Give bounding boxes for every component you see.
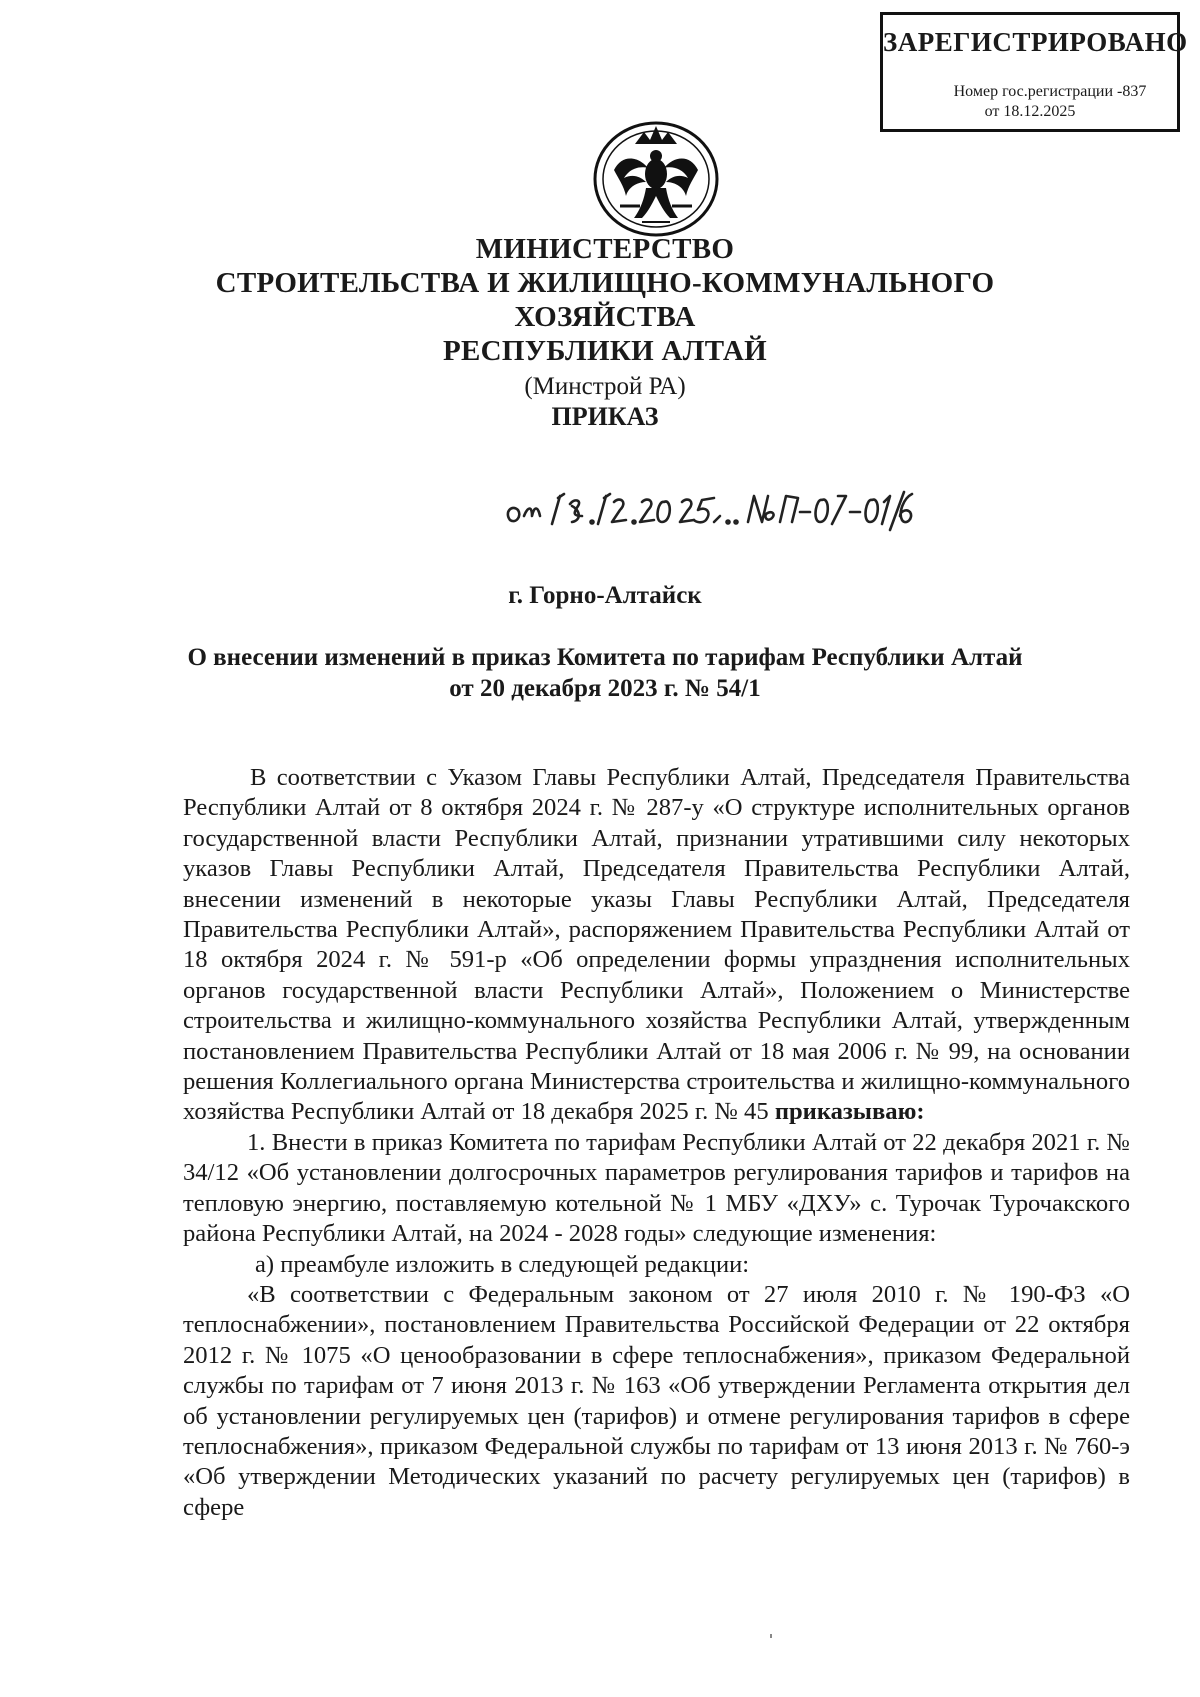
- body-paragraph-subitem-a: а) преамбуле изложить в следующей редакции:: [255, 1250, 750, 1278]
- city-line: г. Горно-Алтайск: [508, 582, 702, 609]
- scan-speck: [770, 1634, 772, 1638]
- subject-line-1: О внесении изменений в приказ Комитета по тарифам Республики Алтай: [187, 644, 1023, 671]
- header-line-1: МИНИСТЕРСТВО: [475, 233, 735, 265]
- stamp-reg-number: Номер гос.регистрации -837: [953, 83, 1147, 100]
- order-keyword: приказываю:: [774, 1098, 925, 1126]
- handwritten-date-number-signature: [500, 472, 920, 538]
- order-title: ПРИКАЗ: [551, 402, 659, 431]
- stamp-title: ЗАРЕГИСТРИРОВАНО: [883, 27, 1188, 57]
- coat-of-arms-emblem-icon: [590, 118, 722, 240]
- preamble-text: В соответствии с Указом Главы Республики Алтай, Председателя Правительства Республики Алтай от 8 октября 2024 г. № 287-у «О структуре исполнительных органов государственной власти Республики Алтай, признании утратившими силу некоторых указов Главы Республики Алтай, Председателя Правительства Республики Алтай, внесении изменений в некоторые указы Главы Республики Алтай, Председателя Правительства Республики Алтай», распоряжением Правительства Республики Алтай от 18 октября 2024 г. № 591-р «Об определении формы упразднения исполнительных органов государственной власти Республики Алтай», Положением о Министерстве строительства и жилищно-коммунального хозяйства Республики Алтай, утвержденным постановлением Правительства Республики Алтай от 18 мая 2006 г. № 99, на основании решения Коллегиального органа Министерства строительства и жилищно-коммунального хозяйства Республики Алтай от 18 декабря 2025 г. № 45: [183, 764, 1130, 1126]
- order-body: [183, 763, 1130, 1523]
- stamp-reg-date: от 18.12.2025: [984, 103, 1076, 120]
- body-paragraph-new-preamble: «В соответствии с Федеральным законом от 27 июля 2010 г. № 190-ФЗ «О теплоснабжении», постановлением Правительства Российской Федерации от 22 октября 2012 г. № 1075 «О ценообразовании в сфере теплоснабжения», приказом Федеральной службы по тарифам от 7 июня 2013 г. № 163 «Об утверждении Регламента открытия дел об установлении регулируемых цен (тарифов) и отмене регулирования тарифов в сфере теплоснабжения», приказом Федеральной службы по тарифам от 13 июня 2013 г. № 760-э «Об утверждении Методических указаний по расчету регулируемых цен (тарифов) в сфере: [183, 1280, 1130, 1521]
- registration-stamp: [880, 12, 1188, 132]
- subject-line-2: от 20 декабря 2023 г. № 54/1: [449, 675, 761, 702]
- header-line-2: СТРОИТЕЛЬСТВА И ЖИЛИЩНО-КОММУНАЛЬНОГО ХОЗЯЙСТВА: [215, 267, 995, 333]
- ministry-header: [140, 232, 1070, 404]
- header-line-3: РЕСПУБЛИКИ АЛТАЙ: [442, 335, 768, 367]
- body-paragraph-preamble: [183, 763, 1130, 1128]
- body-paragraph-item-1: 1. Внести в приказ Комитета по тарифам Республики Алтай от 22 декабря 2021 г. № 34/12 «Об установлении долгосрочных параметров регулирования тарифов и тарифов на тепловую энергию, поставляемую котельной № 1 МБУ «ДХУ» с. Турочак Турочакского района Республики Алтай, на 2024 - 2028 годы» следующие изменения:: [183, 1128, 1130, 1248]
- order-subject: [140, 642, 1070, 704]
- header-short-name: (Минстрой РА): [524, 373, 686, 400]
